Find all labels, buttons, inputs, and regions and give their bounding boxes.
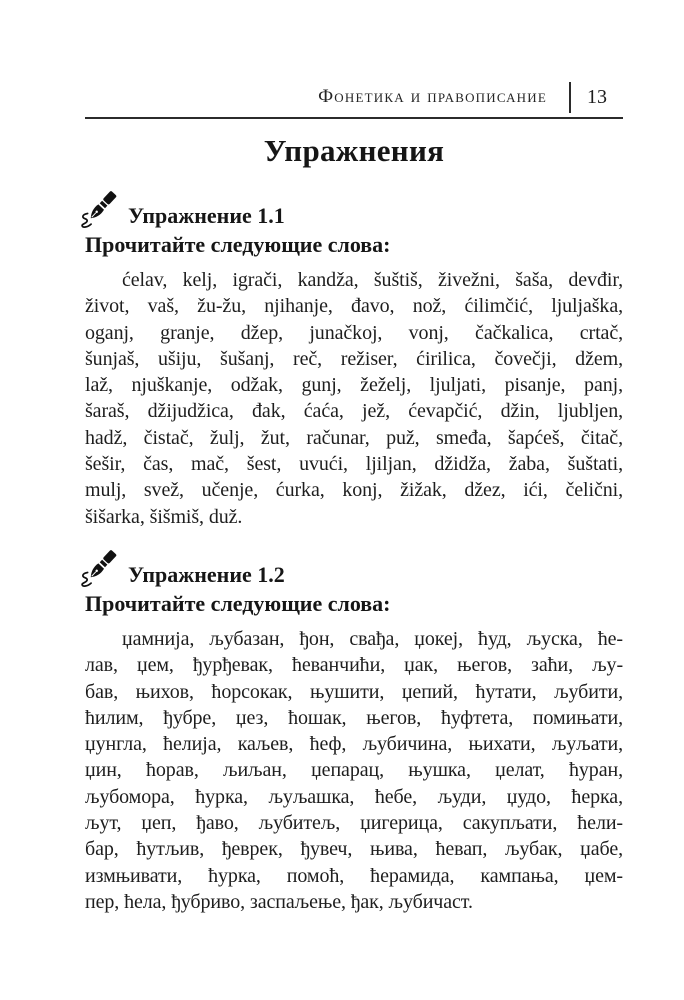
page-header (85, 80, 623, 114)
exercise-heading-row (78, 189, 623, 231)
text-line: život, vaš, žu-žu, njihanje, đavo, nož, ćilimčić, ljuljaška, (85, 295, 623, 318)
text-line: лав, џем, ђурђевак, ћеванчићи, џак, његов, заћи, љу- (85, 654, 623, 677)
text-line: šišarka, šišmiš, duž. (85, 505, 243, 528)
exercise-title: Упражнение 1.2 (128, 561, 285, 587)
text-line: šaraš, džijudžica, đak, ćaća, jež, ćevapčić, džin, ljubljen, (85, 400, 623, 423)
text-line: бав, њихов, ћорсокак, њушити, џепий, ћутати, љубити, (85, 680, 623, 703)
exercise-section-1 (85, 189, 623, 530)
text-line: џунгла, ћелија, каљев, ћеф, љубичина, њихати, љуљати, (85, 733, 623, 756)
exercise-title: Упражнение 1.1 (128, 203, 285, 228)
text-line: laž, njuškanje, odžak, gunj, žeželj, ljuljati, pisanje, panj, (85, 374, 623, 397)
exercise-heading-row (78, 548, 623, 590)
header-rule (85, 117, 623, 119)
exercise-instruction: Прочитайте следующие слова: (85, 232, 391, 257)
text-line: љубомора, ћурка, љуљашка, ћебе, људи, џудо, ћерка, (85, 785, 623, 808)
text-line: mulj, svež, učenje, ćurka, konj, žižak, džez, ići, čelični, (85, 479, 623, 502)
word-list-paragraph (85, 626, 623, 915)
text-line: измњивати, ћурка, помоћ, ћерамида, кампања, џем- (85, 864, 623, 887)
word-list-paragraph (85, 267, 623, 530)
fountain-pen-icon (78, 189, 119, 231)
text-line: oganj, granje, džep, junačkoj, vonj, čačkalica, crtač, (85, 321, 623, 344)
text-line: бар, ћутљив, ђеврек, ђувеч, њива, ћевап, љубак, џабе, (85, 838, 623, 861)
text-line: љут, џеп, ђаво, љубитељ, џигерица, сакупљати, ћели- (85, 812, 623, 835)
text-line: пер, ћела, ђубриво, заспаљење, ђак, љубичаст. (85, 890, 473, 913)
text-line: ћилим, ђубре, џез, ћошак, његов, ћуфтета, помињати, (85, 706, 623, 729)
page-number: 13 (587, 85, 607, 108)
text-line: šešir, čas, mač, šest, uvući, ljiljan, džidža, žaba, šuštati, (85, 453, 623, 476)
text-line: џин, ћорав, љиљан, џепарац, њушка, џелат, ћуран, (85, 759, 623, 782)
fountain-pen-icon (78, 548, 119, 590)
page-title: Упражнения (263, 133, 445, 168)
text-line: hadž, čistač, žulj, žut, računar, puž, smeđa, šapćeš, čitač, (85, 426, 623, 449)
text-line: ćelav, kelj, igrači, kandža, šuštiš, živežni, šaša, devđir, (122, 269, 623, 291)
text-line: џамнија, љубазан, ђон, свађа, џокеј, ћуд, љуска, ће- (122, 627, 623, 650)
text-line: šunjaš, ušiju, šušanj, reč, režiser, ćirilica, čovečji, džem, (85, 347, 623, 370)
running-title: Фонетика и правописание (318, 86, 547, 107)
exercise-section-2 (85, 548, 623, 915)
exercise-instruction: Прочитайте следующие слова: (85, 590, 391, 616)
